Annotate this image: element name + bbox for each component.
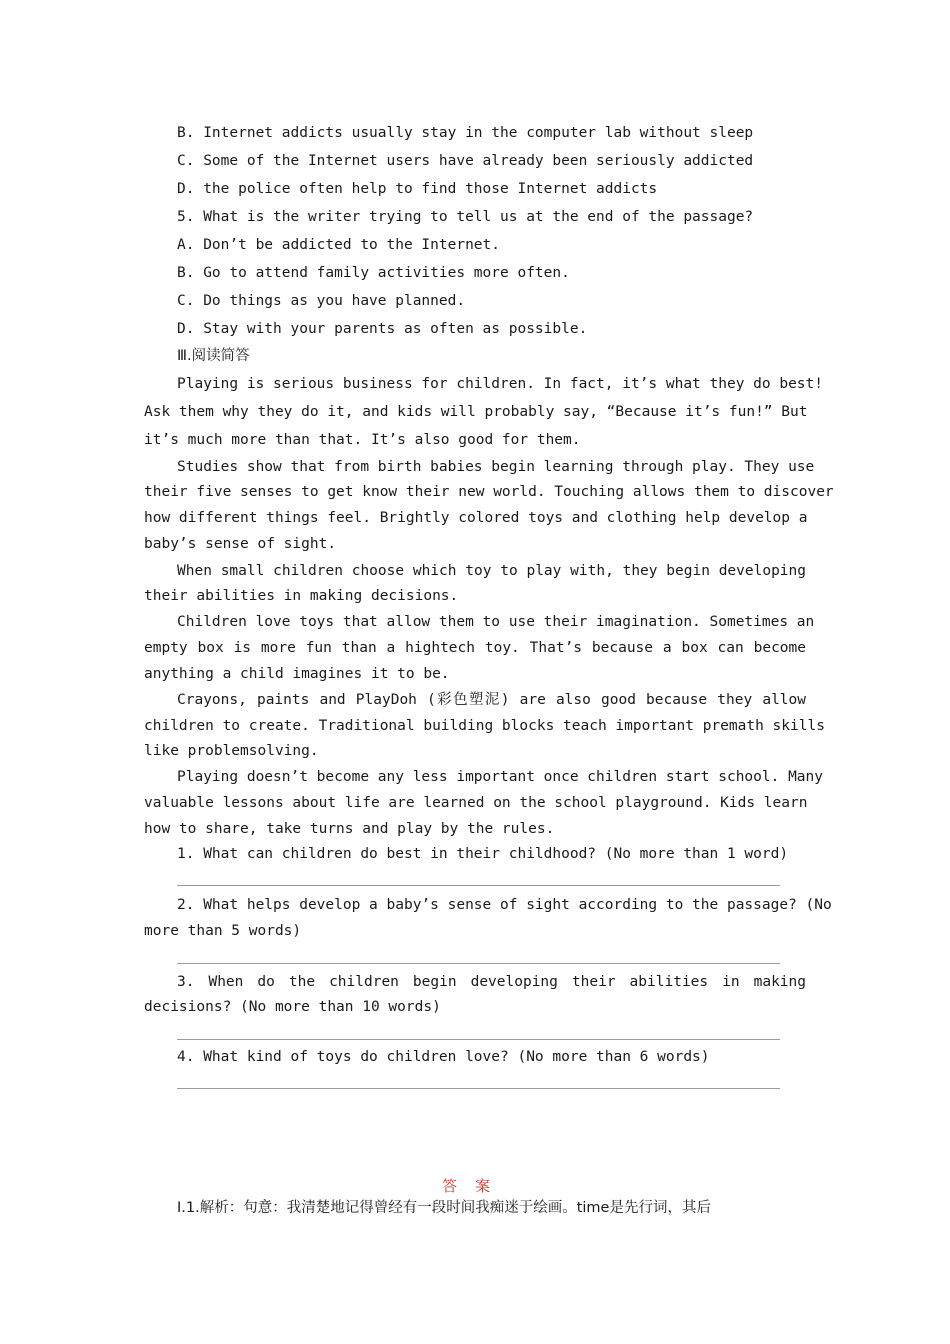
passage-p1-line2: Ask them why they do it, and kids will probably say, “Because it’s fun!” But [144,404,808,420]
passage-p3-line2: their abilities in making decisions. [144,588,459,604]
q5-option-b: B. Go to attend family activities more often. [177,265,570,281]
q5-option-d: D. Stay with your parents as often as possible. [177,321,588,337]
passage-p6-line2: valuable lessons about life are learned on the school playground. Kids learn [144,795,808,811]
passage-p2-line1: Studies show that from birth babies begin learning through play. They use [177,459,815,475]
answers-title: 答案 [441,1177,508,1195]
answer-blank-4[interactable] [177,1088,780,1089]
q4-option-c: C. Some of the Internet users have already been seriously addicted [177,153,754,169]
passage-p5-line1: Crayons, paints and PlayDoh (彩色塑泥) are also good because they allow [177,692,806,708]
passage-p2-line4: baby’s sense of sight. [144,536,337,552]
answers-first-line: Ⅰ.1.解析：句意：我清楚地记得曾经有一段时间我痴迷于绘画。time是先行词，其后 [177,1200,711,1216]
question-2-line2: more than 5 words) [144,923,302,939]
passage-p6-line1: Playing doesn’t become any less important once children start school. Many [177,769,824,785]
answer-blank-3[interactable] [177,1039,780,1040]
q4-option-b: B. Internet addicts usually stay in the computer lab without sleep [177,125,754,141]
answer-blank-2[interactable] [177,963,780,964]
passage-p1-line1: Playing is serious business for children. In fact, it’s what they do best! [177,376,824,392]
passage-p3-line1: When small children choose which toy to play with, they begin developing [177,563,806,579]
passage-p1-line3: it’s much more than that. It’s also good for them. [144,432,581,448]
question-3-line2: decisions? (No more than 10 words) [144,999,441,1015]
passage-p5-line3: like problemsolving. [144,743,319,759]
question-1: 1. What can children do best in their childhood? (No more than 1 word) [177,846,789,862]
passage-p2-line2: their five senses to get know their new world. Touching allows them to discover [144,484,834,500]
passage-p4-line3: anything a child imagines it to be. [144,666,450,682]
question-4: 4. What kind of toys do children love? (No more than 6 words) [177,1049,710,1065]
passage-p4-line2: empty box is more fun than a hightech toy. That’s because a box can become [144,640,806,656]
question-3-line1: 3. When do the children begin developing their abilities in making [177,974,806,990]
q5-option-a: A. Don’t be addicted to the Internet. [177,237,501,253]
question-2-line1: 2. What helps develop a baby’s sense of sight according to the passage? (No [177,897,832,913]
passage-p6-line3: how to share, take turns and play by the rules. [144,821,555,837]
passage-p2-line3: how different things feel. Brightly colored toys and clothing help develop a [144,510,808,526]
q4-option-d: D. the police often help to find those Internet addicts [177,181,658,197]
q5-option-c: C. Do things as you have planned. [177,293,466,309]
section3-heading: Ⅲ.阅读简答 [177,348,250,364]
passage-p5-line2: children to create. Traditional building blocks teach important premath skills [144,718,825,734]
passage-p4-line1: Children love toys that allow them to use their imagination. Sometimes an [177,614,815,630]
q5-question: 5. What is the writer trying to tell us at the end of the passage? [177,209,754,225]
answer-blank-1[interactable] [177,885,780,886]
